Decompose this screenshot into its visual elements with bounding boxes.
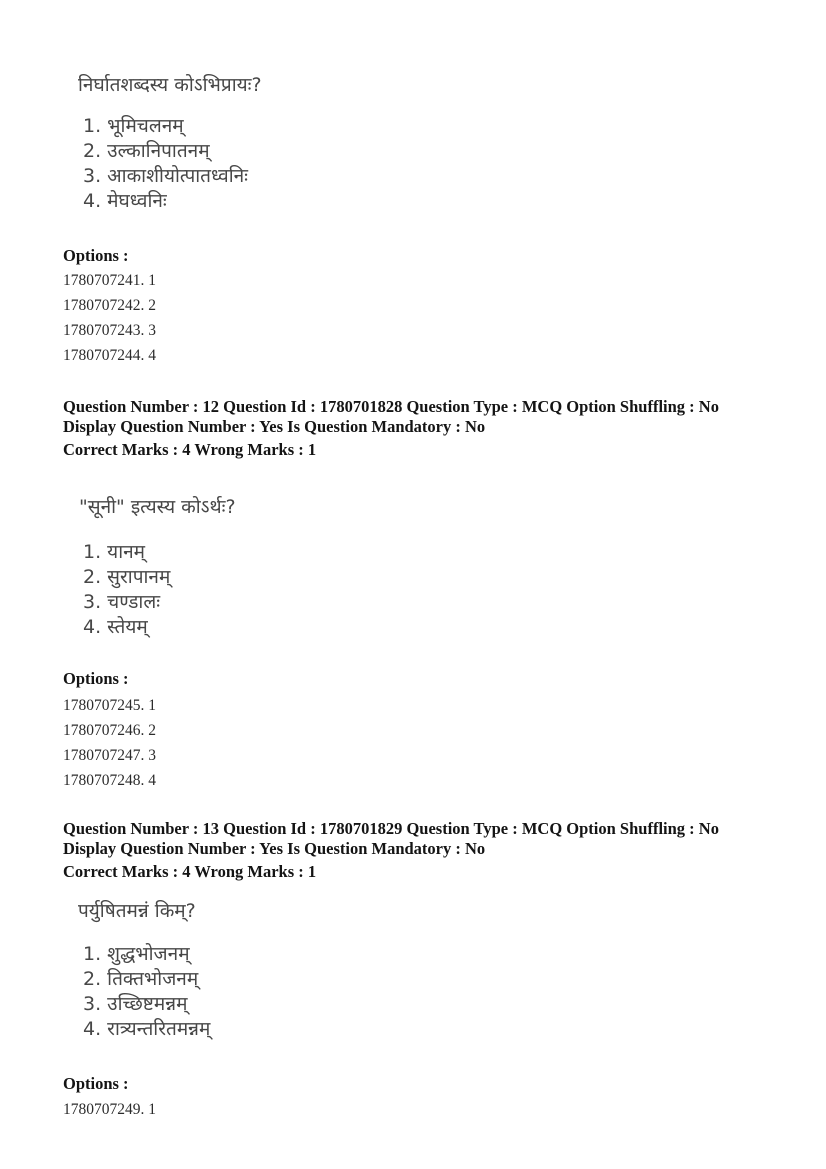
meta-line: Question Number : 12 Question Id : 1780701828 Question Type : MCQ Option Shuffling : No bbox=[63, 397, 719, 416]
option-id: 1780707246. 2 bbox=[63, 722, 156, 739]
meta-line: Display Question Number : Yes Is Question Mandatory : No bbox=[63, 838, 486, 858]
question-meta-13 bbox=[63, 819, 719, 881]
choice-item: 4. रात्र्यन्तरितमन्नम् bbox=[83, 1018, 211, 1040]
options-heading: Options : bbox=[63, 1074, 129, 1093]
meta-line: Display Question Number : Yes Is Question Mandatory : No bbox=[63, 416, 486, 436]
marks-line: Correct Marks : 4 Wrong Marks : 1 bbox=[63, 439, 317, 459]
option-id: 1780707249. 1 bbox=[63, 1101, 156, 1118]
option-id-list bbox=[63, 1097, 156, 1122]
options-heading: Options : bbox=[63, 246, 129, 265]
question-text: पर्युषितमन्नं किम्? bbox=[78, 900, 196, 922]
option-id: 1780707244. 4 bbox=[63, 347, 156, 364]
choice-item: 1. यानम् bbox=[83, 541, 146, 563]
option-id: 1780707247. 3 bbox=[63, 747, 156, 764]
choice-item: 4. स्तेयम् bbox=[83, 616, 148, 638]
question-text: निर्घातशब्दस्य कोऽभिप्रायः? bbox=[78, 74, 262, 96]
choice-item: 1. भूमिचलनम् bbox=[83, 115, 184, 137]
option-id-list bbox=[63, 693, 156, 793]
choice-item: 2. उल्कानिपातनम् bbox=[83, 140, 210, 162]
option-id: 1780707243. 3 bbox=[63, 322, 156, 339]
choice-list bbox=[83, 114, 248, 214]
choice-item: 3. उच्छिष्टमन्नम् bbox=[83, 993, 188, 1015]
marks-line: Correct Marks : 4 Wrong Marks : 1 bbox=[63, 861, 317, 881]
option-id: 1780707245. 1 bbox=[63, 697, 156, 714]
choice-item: 2. सुरापानम् bbox=[83, 566, 171, 588]
option-id: 1780707248. 4 bbox=[63, 772, 156, 789]
choice-item: 2. तिक्तभोजनम् bbox=[83, 968, 199, 990]
choice-list bbox=[83, 540, 170, 640]
options-heading: Options : bbox=[63, 669, 129, 688]
choice-list bbox=[83, 942, 210, 1042]
choice-item: 1. शुद्धभोजनम् bbox=[83, 943, 190, 965]
option-id-list bbox=[63, 268, 156, 368]
meta-line: Question Number : 13 Question Id : 1780701829 Question Type : MCQ Option Shuffling : No bbox=[63, 819, 719, 838]
option-id: 1780707242. 2 bbox=[63, 297, 156, 314]
question-text: "सूनी" इत्यस्य कोऽर्थः? bbox=[79, 496, 236, 518]
option-id: 1780707241. 1 bbox=[63, 272, 156, 289]
question-meta-12 bbox=[63, 397, 719, 459]
choice-item: 4. मेघध्वनिः bbox=[83, 190, 167, 212]
choice-item: 3. आकाशीयोत्पातध्वनिः bbox=[83, 165, 248, 187]
choice-item: 3. चण्डालः bbox=[83, 591, 161, 613]
